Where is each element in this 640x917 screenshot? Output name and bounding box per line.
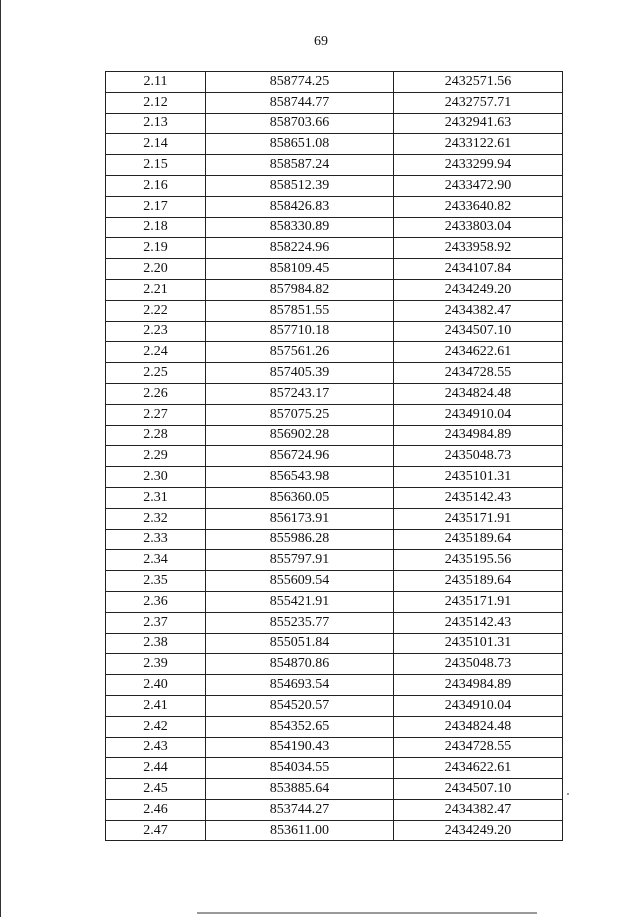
point-id-cell: 2.14 — [106, 134, 206, 155]
x-coordinate-cell: 858774.25 — [206, 72, 394, 93]
x-coordinate-cell: 857243.17 — [206, 383, 394, 404]
table-row — [106, 113, 563, 134]
table-row — [106, 633, 563, 654]
y-coordinate-cell: 2434984.89 — [394, 425, 563, 446]
point-id-cell: 2.39 — [106, 654, 206, 675]
x-coordinate-cell: 855421.91 — [206, 591, 394, 612]
y-coordinate-cell: 2434824.48 — [394, 383, 563, 404]
table-row — [106, 612, 563, 633]
table-row — [106, 259, 563, 280]
y-coordinate-cell: 2434382.47 — [394, 799, 563, 820]
point-id-cell: 2.19 — [106, 238, 206, 259]
y-coordinate-cell: 2434728.55 — [394, 737, 563, 758]
table-row — [106, 92, 563, 113]
point-id-cell: 2.46 — [106, 799, 206, 820]
table-row — [106, 134, 563, 155]
y-coordinate-cell: 2434824.48 — [394, 716, 563, 737]
y-coordinate-cell: 2435048.73 — [394, 446, 563, 467]
point-id-cell: 2.31 — [106, 487, 206, 508]
table-row — [106, 238, 563, 259]
table-row — [106, 675, 563, 696]
y-coordinate-cell: 2435142.43 — [394, 487, 563, 508]
x-coordinate-cell: 857984.82 — [206, 279, 394, 300]
table-row — [106, 571, 563, 592]
table-row — [106, 383, 563, 404]
y-coordinate-cell: 2433958.92 — [394, 238, 563, 259]
x-coordinate-cell: 858330.89 — [206, 217, 394, 238]
coordinates-table-body — [106, 72, 563, 841]
point-id-cell: 2.15 — [106, 155, 206, 176]
y-coordinate-cell: 2434382.47 — [394, 300, 563, 321]
x-coordinate-cell: 856173.91 — [206, 508, 394, 529]
x-coordinate-cell: 857405.39 — [206, 363, 394, 384]
y-coordinate-cell: 2435171.91 — [394, 508, 563, 529]
table-row — [106, 446, 563, 467]
x-coordinate-cell: 855609.54 — [206, 571, 394, 592]
y-coordinate-cell: 2435101.31 — [394, 633, 563, 654]
point-id-cell: 2.18 — [106, 217, 206, 238]
table-row — [106, 155, 563, 176]
table-row — [106, 695, 563, 716]
point-id-cell: 2.45 — [106, 779, 206, 800]
x-coordinate-cell: 854352.65 — [206, 716, 394, 737]
y-coordinate-cell: 2434249.20 — [394, 279, 563, 300]
point-id-cell: 2.20 — [106, 259, 206, 280]
x-coordinate-cell: 858224.96 — [206, 238, 394, 259]
point-id-cell: 2.23 — [106, 321, 206, 342]
point-id-cell: 2.34 — [106, 550, 206, 571]
y-coordinate-cell: 2434622.61 — [394, 342, 563, 363]
y-coordinate-cell: 2435142.43 — [394, 612, 563, 633]
point-id-cell: 2.12 — [106, 92, 206, 113]
x-coordinate-cell: 857561.26 — [206, 342, 394, 363]
x-coordinate-cell: 858587.24 — [206, 155, 394, 176]
y-coordinate-cell: 2433472.90 — [394, 175, 563, 196]
point-id-cell: 2.38 — [106, 633, 206, 654]
y-coordinate-cell: 2433640.82 — [394, 196, 563, 217]
point-id-cell: 2.40 — [106, 675, 206, 696]
table-row — [106, 550, 563, 571]
y-coordinate-cell: 2435171.91 — [394, 591, 563, 612]
coordinates-table — [105, 71, 563, 841]
y-coordinate-cell: 2435101.31 — [394, 467, 563, 488]
point-id-cell: 2.32 — [106, 508, 206, 529]
y-coordinate-cell: 2435189.64 — [394, 571, 563, 592]
x-coordinate-cell: 854870.86 — [206, 654, 394, 675]
point-id-cell: 2.11 — [106, 72, 206, 93]
point-id-cell: 2.43 — [106, 737, 206, 758]
point-id-cell: 2.30 — [106, 467, 206, 488]
table-row — [106, 404, 563, 425]
table-row — [106, 487, 563, 508]
table-row — [106, 217, 563, 238]
x-coordinate-cell: 858109.45 — [206, 259, 394, 280]
point-id-cell: 2.44 — [106, 758, 206, 779]
table-row — [106, 467, 563, 488]
table-row — [106, 779, 563, 800]
x-coordinate-cell: 856902.28 — [206, 425, 394, 446]
table-row — [106, 508, 563, 529]
point-id-cell: 2.47 — [106, 820, 206, 841]
table-row — [106, 758, 563, 779]
table-row — [106, 529, 563, 550]
y-coordinate-cell: 2435189.64 — [394, 529, 563, 550]
x-coordinate-cell: 858703.66 — [206, 113, 394, 134]
y-coordinate-cell: 2433122.61 — [394, 134, 563, 155]
table-row — [106, 279, 563, 300]
x-coordinate-cell: 856543.98 — [206, 467, 394, 488]
y-coordinate-cell: 2433299.94 — [394, 155, 563, 176]
point-id-cell: 2.36 — [106, 591, 206, 612]
table-row — [106, 321, 563, 342]
y-coordinate-cell: 2434910.04 — [394, 695, 563, 716]
x-coordinate-cell: 856360.05 — [206, 487, 394, 508]
point-id-cell: 2.33 — [106, 529, 206, 550]
y-coordinate-cell: 2434507.10 — [394, 779, 563, 800]
bottom-edge-line — [197, 912, 537, 914]
point-id-cell: 2.29 — [106, 446, 206, 467]
point-id-cell: 2.28 — [106, 425, 206, 446]
table-row — [106, 196, 563, 217]
x-coordinate-cell: 858744.77 — [206, 92, 394, 113]
x-coordinate-cell: 855797.91 — [206, 550, 394, 571]
page-number: 69 — [314, 34, 328, 49]
x-coordinate-cell: 856724.96 — [206, 446, 394, 467]
y-coordinate-cell: 2434910.04 — [394, 404, 563, 425]
point-id-cell: 2.35 — [106, 571, 206, 592]
x-coordinate-cell: 853611.00 — [206, 820, 394, 841]
table-row — [106, 425, 563, 446]
point-id-cell: 2.13 — [106, 113, 206, 134]
point-id-cell: 2.27 — [106, 404, 206, 425]
y-coordinate-cell: 2435195.56 — [394, 550, 563, 571]
x-coordinate-cell: 854034.55 — [206, 758, 394, 779]
y-coordinate-cell: 2432571.56 — [394, 72, 563, 93]
x-coordinate-cell: 855051.84 — [206, 633, 394, 654]
table-row — [106, 654, 563, 675]
x-coordinate-cell: 858426.83 — [206, 196, 394, 217]
x-coordinate-cell: 854693.54 — [206, 675, 394, 696]
table-row — [106, 591, 563, 612]
y-coordinate-cell: 2432757.71 — [394, 92, 563, 113]
point-id-cell: 2.17 — [106, 196, 206, 217]
table-row — [106, 300, 563, 321]
point-id-cell: 2.42 — [106, 716, 206, 737]
x-coordinate-cell: 853744.27 — [206, 799, 394, 820]
table-row — [106, 737, 563, 758]
point-id-cell: 2.24 — [106, 342, 206, 363]
point-id-cell: 2.22 — [106, 300, 206, 321]
y-coordinate-cell: 2434249.20 — [394, 820, 563, 841]
x-coordinate-cell: 857851.55 — [206, 300, 394, 321]
x-coordinate-cell: 853885.64 — [206, 779, 394, 800]
x-coordinate-cell: 855986.28 — [206, 529, 394, 550]
point-id-cell: 2.25 — [106, 363, 206, 384]
point-id-cell: 2.21 — [106, 279, 206, 300]
y-coordinate-cell: 2434507.10 — [394, 321, 563, 342]
x-coordinate-cell: 854520.57 — [206, 695, 394, 716]
y-coordinate-cell: 2434984.89 — [394, 675, 563, 696]
table-row — [106, 342, 563, 363]
table-row — [106, 72, 563, 93]
table-row — [106, 716, 563, 737]
y-coordinate-cell: 2434622.61 — [394, 758, 563, 779]
point-id-cell: 2.26 — [106, 383, 206, 404]
x-coordinate-cell: 858512.39 — [206, 175, 394, 196]
table-row — [106, 175, 563, 196]
y-coordinate-cell: 2433803.04 — [394, 217, 563, 238]
x-coordinate-cell: 858651.08 — [206, 134, 394, 155]
table-row — [106, 799, 563, 820]
y-coordinate-cell: 2435048.73 — [394, 654, 563, 675]
y-coordinate-cell: 2434107.84 — [394, 259, 563, 280]
table-row — [106, 363, 563, 384]
x-coordinate-cell: 854190.43 — [206, 737, 394, 758]
y-coordinate-cell: 2432941.63 — [394, 113, 563, 134]
y-coordinate-cell: 2434728.55 — [394, 363, 563, 384]
point-id-cell: 2.16 — [106, 175, 206, 196]
x-coordinate-cell: 855235.77 — [206, 612, 394, 633]
x-coordinate-cell: 857075.25 — [206, 404, 394, 425]
scan-speck — [567, 793, 569, 795]
point-id-cell: 2.41 — [106, 695, 206, 716]
x-coordinate-cell: 857710.18 — [206, 321, 394, 342]
point-id-cell: 2.37 — [106, 612, 206, 633]
table-row — [106, 820, 563, 841]
